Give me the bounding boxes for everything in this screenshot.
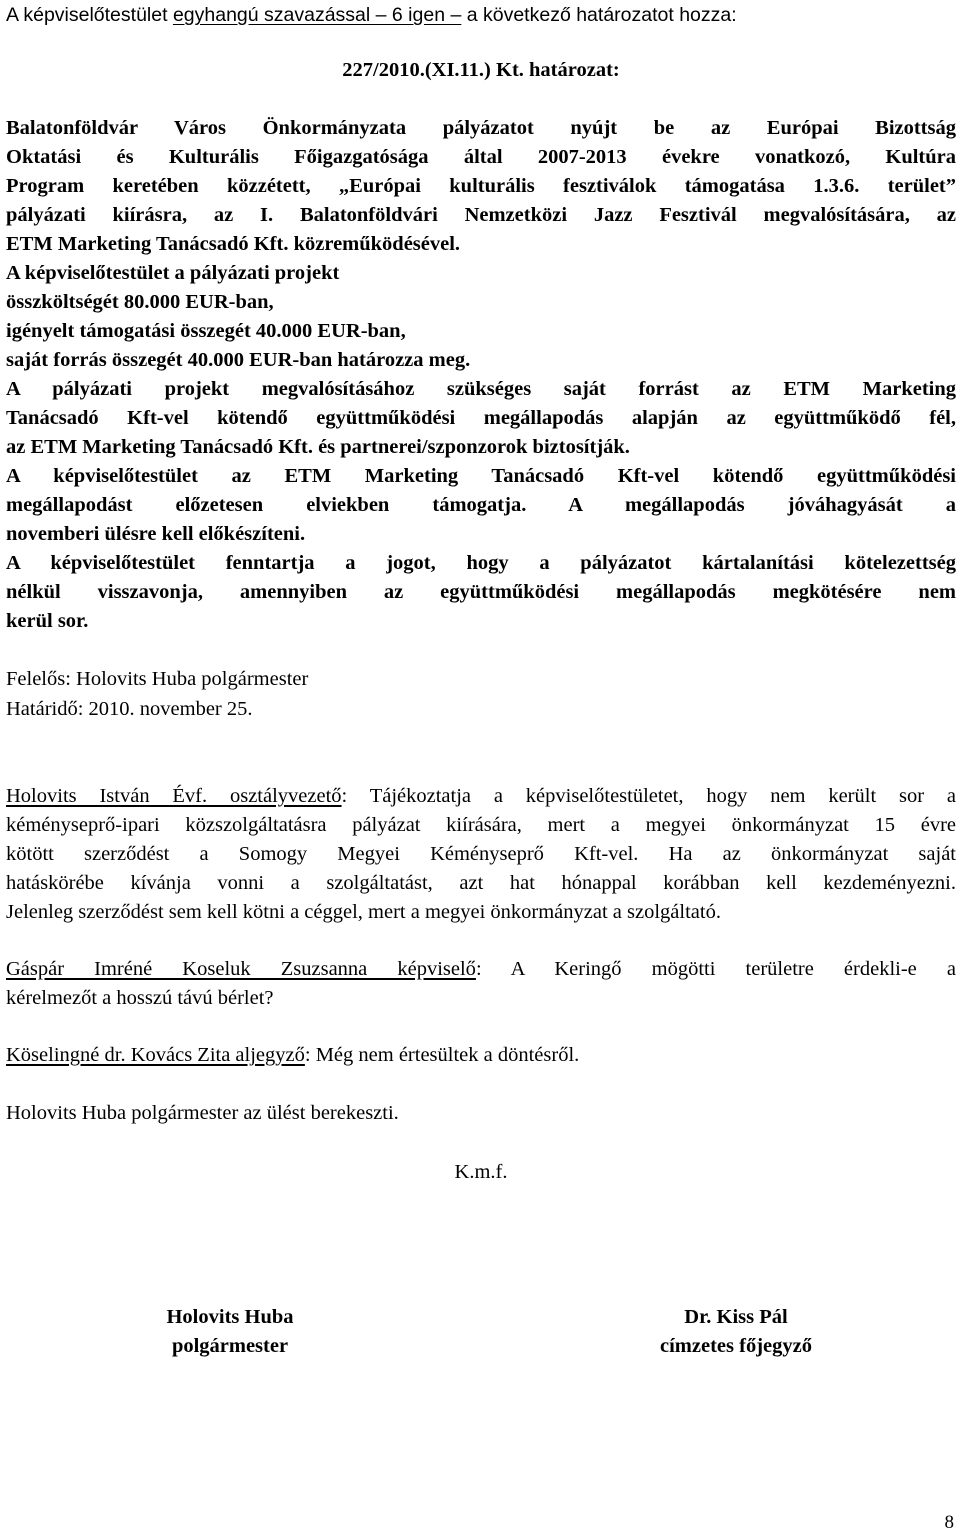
total-cost: összköltségét 80.000 EUR-ban,	[6, 291, 274, 313]
signature-title: címzetes főjegyző	[660, 1335, 812, 1357]
signature-name: Holovits Huba	[166, 1306, 294, 1328]
resolution-text-line: nélkül visszavonja, amennyiben az együttműködési megállapodás megkötésére nem	[6, 581, 956, 603]
responsible-person: Felelős: Holovits Huba polgármester	[6, 668, 309, 690]
deadline: Határidő: 2010. november 25.	[6, 698, 253, 720]
speech-first-line	[6, 781, 956, 811]
resolution-text-line: kerül sor.	[6, 610, 89, 632]
vote-suffix: a következő határozatot hozza:	[461, 4, 737, 26]
speech-first-line	[6, 954, 956, 984]
own-funds: saját forrás összegét 40.000 EUR-ban határozza meg.	[6, 349, 471, 371]
vote-statement	[6, 0, 956, 30]
resolution-text-line: Tanácsadó Kft-vel kötendő együttműködési megállapodás alapján az együttműködő fél,	[6, 407, 956, 429]
resolution-text-line: A képviselőtestület fenntartja a jogot, hogy a pályázatot kártalanítási kötelezettség	[6, 552, 956, 574]
speech-text: : A Keringő mögötti területre érdekli-e a	[475, 958, 956, 980]
requested-support: igényelt támogatási összegét 40.000 EUR-ban,	[6, 320, 406, 342]
vote-result: egyhangú szavazással – 6 igen –	[172, 4, 462, 26]
cost-heading: A képviselőtestület a pályázati projekt	[6, 262, 340, 284]
resolution-text-line: pályázati kiírásra, az I. Balatonföldvári Nemzetközi Jazz Fesztivál megvalósítására, az	[6, 204, 956, 226]
speech-line: Jelenleg szerződést sem kell kötni a céggel, mert a megyei önkormányzat a szolgáltató.	[6, 901, 721, 923]
signature-name: Dr. Kiss Pál	[684, 1306, 788, 1328]
speech-text: : Tájékoztatja a képviselőtestületet, hogy nem került sor a	[341, 785, 956, 807]
speech-line: kéményseprő-ipari közszolgáltatásra pályázat kiírására, mert a megyei önkormányzat 15 évre	[6, 814, 956, 836]
resolution-text-line: A pályázati projekt megvalósításához szükséges saját forrást az ETM Marketing	[6, 378, 956, 400]
page-number: 8	[944, 1512, 954, 1533]
resolution-text-line: Program keretében közzétett, „Európai kulturális fesztiválok támogatása 1.3.6. terület”	[6, 175, 956, 197]
speech-line: hatáskörébe kívánja vonni a szolgáltatást, azt hat hónappal korábban kell kezdeményezni.	[6, 872, 956, 894]
kmf-mark: K.m.f.	[454, 1161, 508, 1183]
closing-statement: Holovits Huba polgármester az ülést berekeszti.	[6, 1102, 399, 1124]
resolution-text-line: Oktatási és Kulturális Főigazgatósága által 2007-2013 évekre vonatkozó, Kultúra	[6, 146, 956, 168]
resolution-text-line: A képviselőtestület az ETM Marketing Tanácsadó Kft-vel kötendő együttműködési	[6, 465, 956, 487]
speech-text: : Még nem értesültek a döntésről.	[304, 1044, 580, 1066]
speech-first-line	[6, 1040, 956, 1070]
speaker-name: Köselingné dr. Kovács Zita aljegyző	[6, 1044, 305, 1066]
speaker-name: Gáspár Imréné Koseluk Zsuzsanna képviselő	[6, 958, 476, 980]
resolution-text-line: az ETM Marketing Tanácsadó Kft. és partnerei/szponzorok biztosítják.	[6, 436, 630, 458]
signature-title: polgármester	[171, 1335, 289, 1357]
resolution-text-line: Balatonföldvár Város Önkormányzata pályázatot nyújt be az Európai Bizottság	[6, 117, 956, 139]
resolution-text-line: megállapodást előzetesen elviekben támogatja. A megállapodás jóváhagyását a	[6, 494, 956, 516]
speech-line: kérelmezőt a hosszú távú bérlet?	[6, 987, 274, 1009]
resolution-text-line: novemberi ülésre kell előkészíteni.	[6, 523, 306, 545]
speaker-name: Holovits István Évf. osztályvezető	[6, 785, 342, 807]
vote-prefix: A képviselőtestület	[6, 4, 173, 26]
resolution-text-line: ETM Marketing Tanácsadó Kft. közreműködésével.	[6, 233, 461, 255]
speech-line: kötött szerződést a Somogy Megyei Kéményseprő Kft-vel. Ha az önkormányzat saját	[6, 843, 956, 865]
resolution-number: 227/2010.(XI.11.) Kt. határozat:	[342, 59, 620, 81]
